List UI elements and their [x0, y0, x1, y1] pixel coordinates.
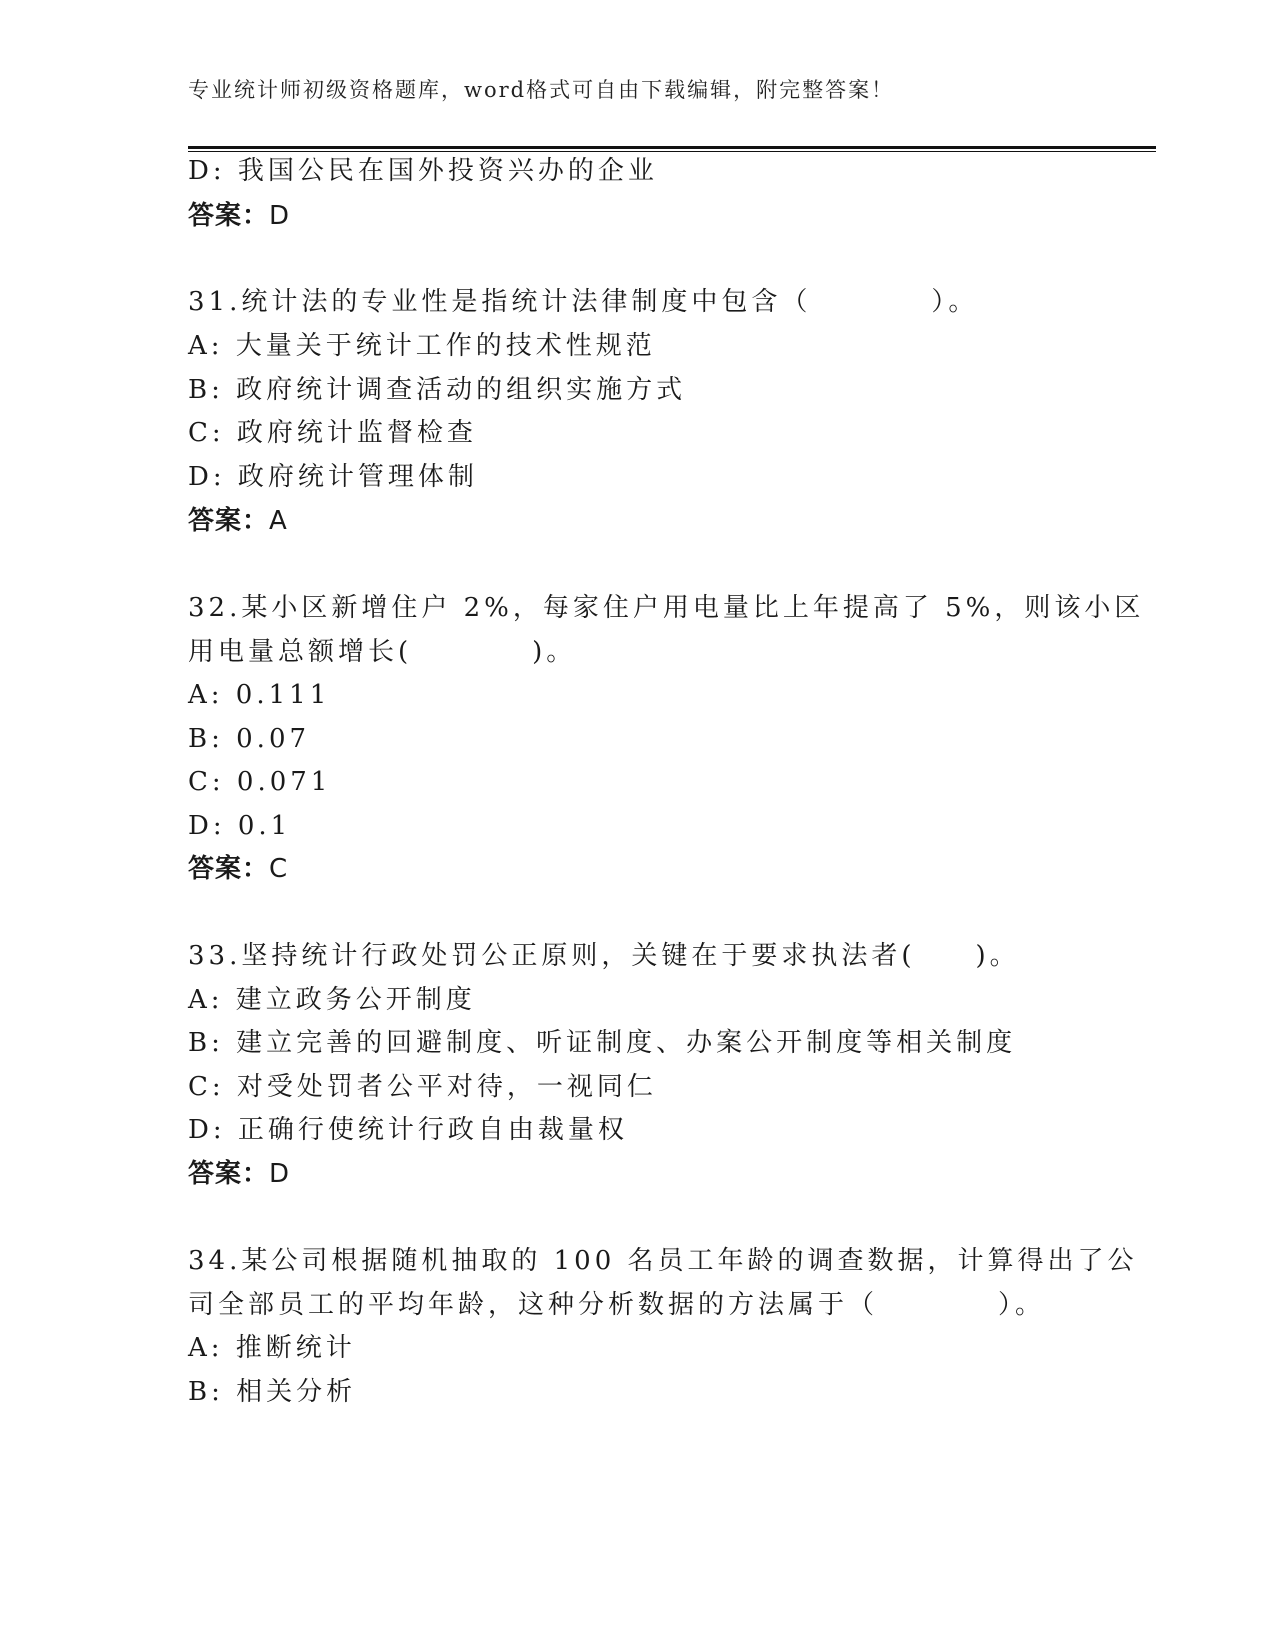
answer-label: 答案： — [188, 506, 270, 536]
question-31-option-a: A: 大量关于统计工作的技术性规范 — [188, 331, 656, 361]
question-32-option-c: C: 0.071 — [188, 767, 332, 797]
question-32-option-d: D: 0.1 — [188, 811, 292, 841]
question-31-option-b: B: 政府统计调查活动的组织实施方式 — [188, 375, 687, 405]
page-header: 专业统计师初级资格题库，word格式可自由下载编辑，附完整答案！ — [188, 78, 895, 102]
question-32-option-b: B: 0.07 — [188, 724, 311, 754]
answer-label: 答案： — [188, 1159, 270, 1189]
question-32-option-a: A: 0.111 — [188, 680, 331, 710]
question-31-stem: 31.统计法的专业性是指统计法律制度中包含（ ）。 — [188, 287, 979, 317]
answer-value: D — [269, 201, 291, 231]
question-33-option-b: B: 建立完善的回避制度、听证制度、办案公开制度等相关制度 — [188, 1028, 1017, 1058]
question-31-option-d: D: 政府统计管理体制 — [188, 462, 478, 492]
question-31-option-c: C: 政府统计监督检查 — [188, 418, 477, 448]
answer-value: C — [269, 854, 289, 884]
question-33-answer — [188, 1161, 290, 1187]
question-33-stem: 33.坚持统计行政处罚公正原则，关键在于要求执法者( )。 — [188, 941, 1020, 971]
question-32-stem-line-1: 32.某小区新增住户 2%，每家住户用电量比上年提高了 5%，则该小区 — [188, 593, 1145, 623]
question-33-option-d: D: 正确行使统计行政自由裁量权 — [188, 1115, 628, 1145]
prev-option-d: D: 我国公民在国外投资兴办的企业 — [188, 156, 658, 186]
question-33-option-c: C: 对受处罚者公平对待，一视同仁 — [188, 1072, 657, 1102]
header-rule-thick — [188, 146, 1156, 149]
question-33-option-a: A: 建立政务公开制度 — [188, 985, 476, 1015]
question-31-answer — [188, 508, 288, 534]
answer-value: D — [269, 1159, 291, 1189]
question-34-option-b: B: 相关分析 — [188, 1377, 357, 1407]
question-34-option-a: A: 推断统计 — [188, 1333, 356, 1363]
answer-value: A — [269, 506, 288, 536]
prev-answer — [188, 203, 290, 229]
question-32-stem-line-2: 用电量总额增长( )。 — [188, 637, 577, 667]
header-rule-thin — [188, 151, 1156, 152]
question-34-stem-line-1: 34.某公司根据随机抽取的 100 名员工年龄的调查数据，计算得出了公 — [188, 1246, 1138, 1276]
answer-label: 答案： — [188, 854, 270, 884]
question-34-stem-line-2: 司全部员工的平均年龄，这种分析数据的方法属于（ ）。 — [188, 1290, 1046, 1320]
question-32-answer — [188, 856, 288, 882]
answer-label: 答案： — [188, 201, 270, 231]
